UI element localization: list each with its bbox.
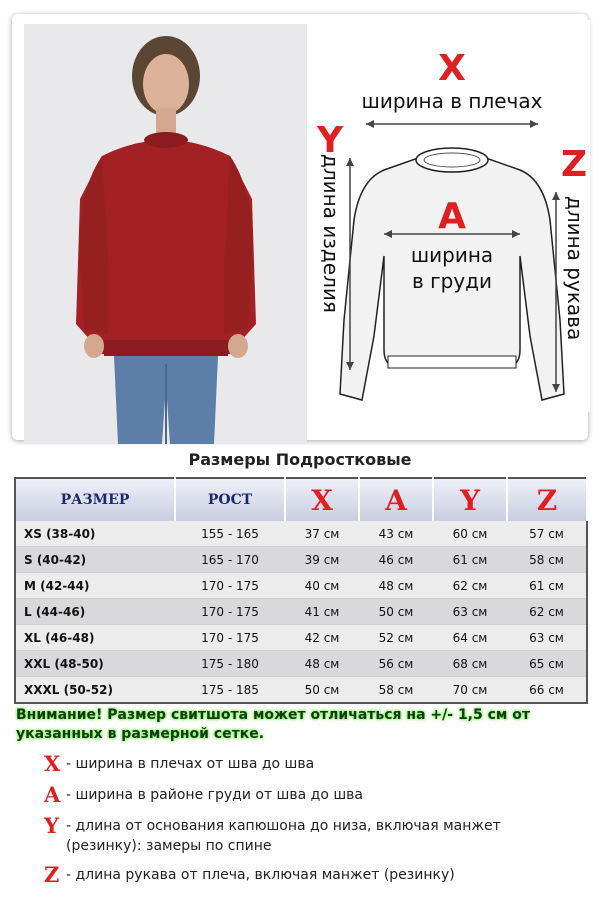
cell-x: 39 см	[285, 547, 359, 573]
cell-height: 165 - 170	[175, 547, 285, 573]
cell-y: 60 см	[433, 521, 507, 547]
measurement-diagram	[314, 20, 590, 412]
cell-y: 68 см	[433, 651, 507, 677]
chest-label-line2: в груди	[411, 269, 493, 293]
cell-z: 61 см	[507, 573, 587, 599]
size-warning: Внимание! Размер свитшота может отличаться на +/- 1,5 см от указанных в размерной сетке.	[16, 707, 530, 742]
table-row	[15, 521, 587, 547]
cell-y: 61 см	[433, 547, 507, 573]
header-size: РАЗМЕР	[15, 478, 175, 521]
legend-letter-y: Y	[44, 813, 59, 838]
cell-x: 40 см	[285, 573, 359, 599]
shoulder-label: ширина в плечах	[361, 89, 543, 113]
cell-a: 43 см	[359, 521, 433, 547]
cell-x: 48 см	[285, 651, 359, 677]
table-row	[15, 625, 587, 651]
cell-size: S (40-42)	[15, 547, 175, 573]
cell-height: 175 - 185	[175, 677, 285, 704]
cell-height: 175 - 180	[175, 651, 285, 677]
cell-x: 41 см	[285, 599, 359, 625]
cell-size: M (42-44)	[15, 573, 175, 599]
legend-text-z: - длина рукава от плеча, включая манжет (резинку)	[66, 867, 455, 883]
cell-x: 42 см	[285, 625, 359, 651]
cell-height: 170 - 175	[175, 573, 285, 599]
header-y: Y	[433, 478, 507, 521]
cell-y: 70 см	[433, 677, 507, 704]
size-table	[14, 477, 588, 704]
cell-z: 66 см	[507, 677, 587, 704]
cell-size: XL (46-48)	[15, 625, 175, 651]
cell-z: 57 см	[507, 521, 587, 547]
legend-item-y	[44, 814, 564, 856]
table-row	[15, 677, 587, 704]
legend-text-a: - ширина в районе груди от шва до шва	[66, 787, 363, 803]
header-height: РОСТ	[175, 478, 285, 521]
table-header-row	[15, 478, 587, 521]
legend-text-x: - ширина в плечах от шва до шва	[66, 756, 315, 772]
header-x: X	[285, 478, 359, 521]
x-letter: X	[438, 48, 466, 89]
cell-z: 62 см	[507, 599, 587, 625]
z-letter: Z	[560, 144, 588, 185]
header-a: A	[359, 478, 433, 521]
legend-letter-a: A	[44, 782, 61, 807]
a-letter: A	[438, 196, 466, 237]
legend-text-y: - длина от основания капюшона до низа, включая манжет (резинку): замеры по спине	[66, 818, 501, 854]
length-label: длина изделия	[319, 154, 343, 313]
header-z: Z	[507, 478, 587, 521]
cell-a: 56 см	[359, 651, 433, 677]
cell-a: 52 см	[359, 625, 433, 651]
cell-height: 155 - 165	[175, 521, 285, 547]
cell-y: 63 см	[433, 599, 507, 625]
cell-size: L (44-46)	[15, 599, 175, 625]
y-letter: Y	[316, 120, 344, 161]
legend-letter-x: X	[44, 751, 61, 776]
cell-y: 62 см	[433, 573, 507, 599]
table-row	[15, 547, 587, 573]
cell-height: 170 - 175	[175, 599, 285, 625]
product-card	[12, 14, 588, 440]
cell-a: 50 см	[359, 599, 433, 625]
legend-item-x	[44, 752, 564, 776]
chest-label-line1: ширина	[410, 243, 494, 267]
legend-item-z	[44, 863, 564, 887]
cell-z: 63 см	[507, 625, 587, 651]
cell-height: 170 - 175	[175, 625, 285, 651]
legend-item-a	[44, 783, 564, 807]
cell-a: 46 см	[359, 547, 433, 573]
table-row	[15, 599, 587, 625]
table-row	[15, 573, 587, 599]
cell-size: XXXL (50-52)	[15, 677, 175, 704]
cell-x: 50 см	[285, 677, 359, 704]
cell-a: 58 см	[359, 677, 433, 704]
model-photo	[24, 24, 307, 444]
measurement-legend	[44, 752, 564, 894]
cell-size: XXL (48-50)	[15, 651, 175, 677]
cell-size: XS (38-40)	[15, 521, 175, 547]
cell-z: 58 см	[507, 547, 587, 573]
cell-z: 65 см	[507, 651, 587, 677]
cell-a: 48 см	[359, 573, 433, 599]
table-row	[15, 651, 587, 677]
cell-y: 64 см	[433, 625, 507, 651]
cell-x: 37 см	[285, 521, 359, 547]
sleeve-label: длина рукава	[563, 196, 587, 341]
size-chart-title: Размеры Подростковые	[188, 450, 412, 469]
legend-letter-z: Z	[44, 862, 60, 887]
